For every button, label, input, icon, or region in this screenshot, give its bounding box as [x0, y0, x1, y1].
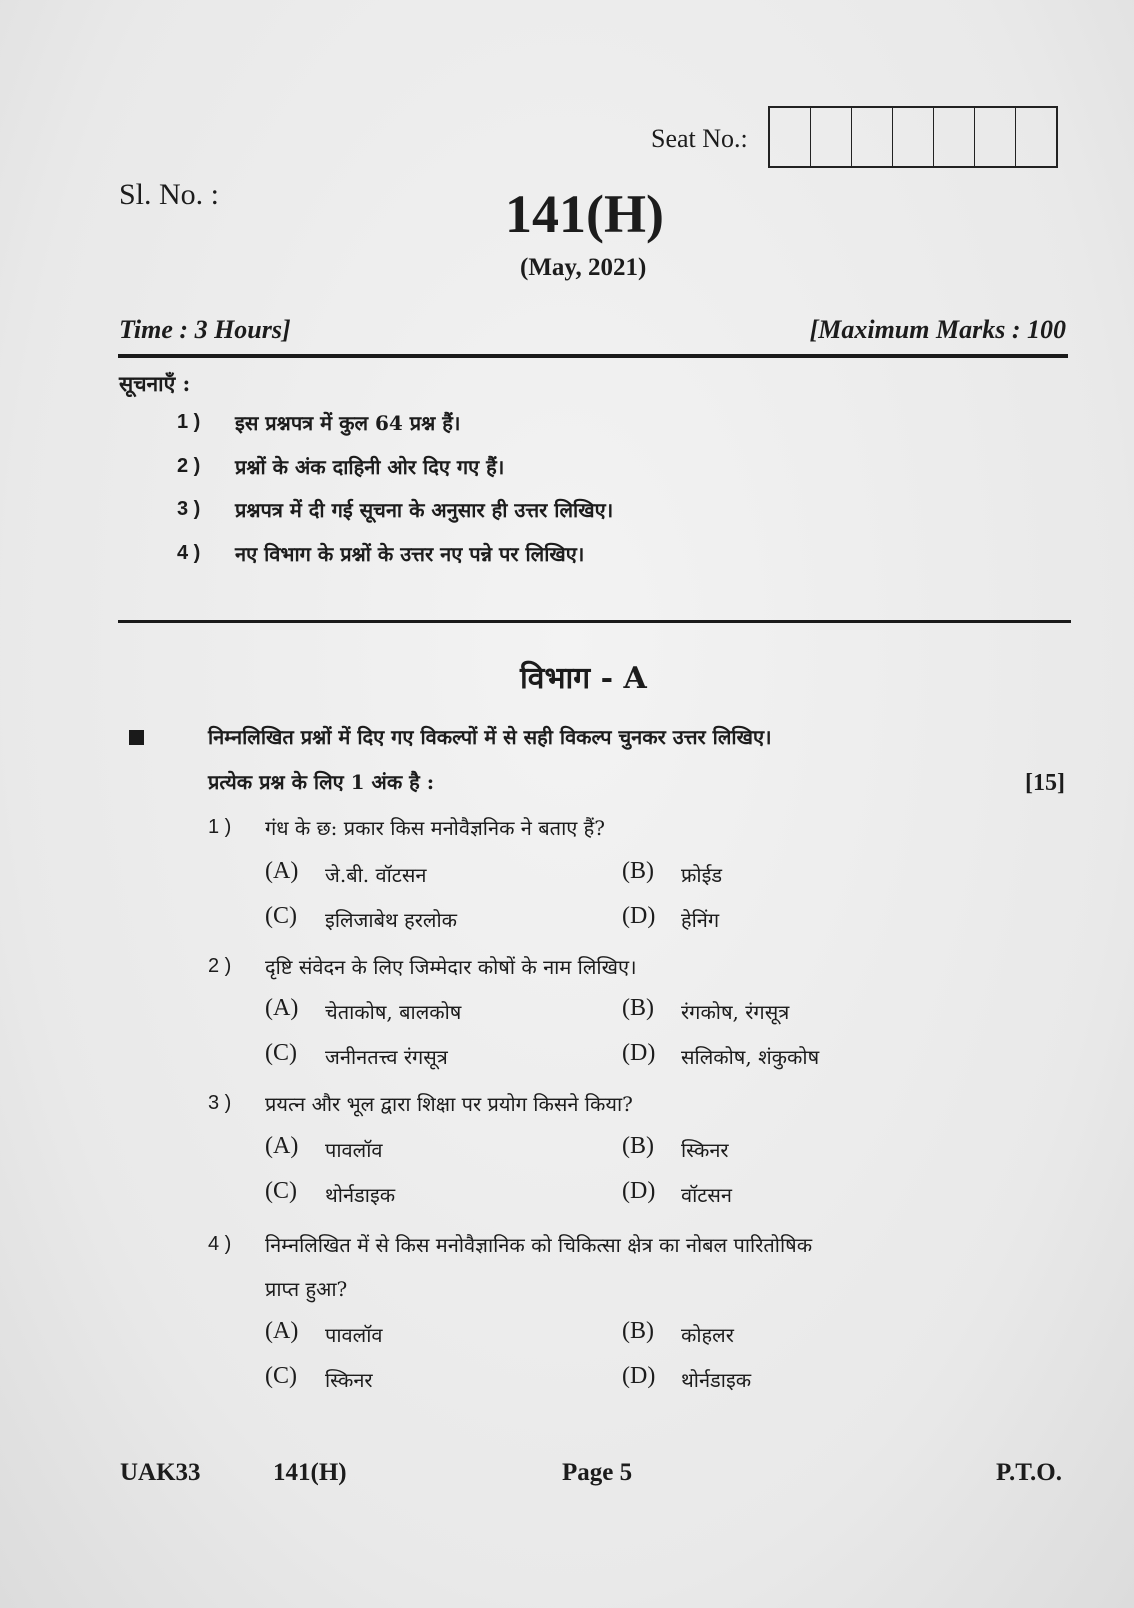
serial-number-label: Sl. No. :: [119, 178, 220, 211]
option-letter: (C): [265, 1178, 297, 1204]
maximum-marks: [Maximum Marks : 100: [809, 315, 1066, 344]
question-text: प्रयत्न और भूल द्वारा शिक्षा पर प्रयोग किसने किया?: [265, 1092, 633, 1116]
section-instruction-marks-note: प्रत्येक प्रश्न के लिए 1 अंक है :: [208, 770, 435, 794]
question-number: 4 ): [208, 1233, 232, 1255]
footer-pto: P.T.O.: [996, 1459, 1062, 1486]
option-text: थोर्नडाइक: [681, 1368, 752, 1392]
option-letter: (D): [622, 903, 656, 929]
option-letter: (A): [265, 1318, 299, 1344]
instruction-number: 4 ): [177, 542, 201, 564]
section-divider: [118, 620, 1071, 623]
seat-digit-box: [1016, 108, 1056, 166]
option-text: रंगकोष, रंगसूत्र: [681, 1000, 790, 1024]
option-letter: (C): [265, 903, 297, 929]
option-letter: (B): [622, 1318, 654, 1344]
option-letter: (A): [265, 995, 299, 1021]
option-text: वॉटसन: [681, 1183, 732, 1207]
footer-series-code: UAK33: [120, 1459, 201, 1486]
option-letter: (A): [265, 858, 299, 884]
option-letter: (B): [622, 858, 654, 884]
seat-number-boxes: [768, 106, 1058, 168]
option-text: कोहलर: [681, 1323, 734, 1347]
seat-digit-box: [975, 108, 1016, 166]
instruction-number: 1 ): [177, 411, 201, 433]
option-letter: (D): [622, 1363, 656, 1389]
instruction-text: नए विभाग के प्रश्नों के उत्तर नए पन्ने पर लिखिए।: [235, 542, 585, 566]
question-number: 3 ): [208, 1092, 232, 1114]
option-letter: (C): [265, 1040, 297, 1066]
option-letter: (C): [265, 1363, 297, 1389]
header-divider: [118, 354, 1068, 358]
section-title: विभाग - A: [520, 661, 647, 696]
paper-code: 141(H): [505, 184, 664, 244]
option-text: सलिकोष, शंकुकोष: [681, 1045, 820, 1069]
footer-paper-code: 141(H): [273, 1459, 347, 1486]
question-text-continued: प्राप्त हुआ?: [265, 1277, 348, 1301]
seat-digit-box: [934, 108, 975, 166]
question-text: दृष्टि संवेदन के लिए जिम्मेदार कोषों के नाम लिखिए।: [265, 955, 637, 979]
option-text: हेनिंग: [681, 908, 720, 932]
question-text: निम्नलिखित में से किस मनोवैज्ञानिक को चिकित्सा क्षेत्र का नोबल पारितोषिक: [265, 1233, 813, 1257]
instruction-number: 2 ): [177, 455, 201, 477]
option-letter: (B): [622, 1133, 654, 1159]
seat-digit-box: [770, 108, 811, 166]
option-text: पावलॉव: [325, 1323, 383, 1347]
option-letter: (B): [622, 995, 654, 1021]
exam-session: (May, 2021): [520, 254, 647, 281]
option-text: चेताकोष, बालकोष: [325, 1000, 462, 1024]
instruction-item: [177, 542, 200, 565]
option-text: स्किनर: [325, 1368, 373, 1392]
instruction-item: [177, 455, 200, 478]
seat-number-label: Seat No.:: [651, 124, 748, 153]
option-text: थोर्नडाइक: [325, 1183, 396, 1207]
option-text: जे.बी. वॉटसन: [325, 863, 427, 887]
section-instruction: निम्नलिखित प्रश्नों में दिए गए विकल्पों में से सही विकल्प चुनकर उत्तर लिखिए।: [208, 725, 772, 749]
option-text: पावलॉव: [325, 1138, 383, 1162]
question-number: 2 ): [208, 955, 232, 977]
instruction-text: प्रश्नपत्र में दी गई सूचना के अनुसार ही उत्तर लिखिए।: [235, 498, 614, 522]
seat-digit-box: [893, 108, 934, 166]
footer-page-number: Page 5: [562, 1459, 633, 1486]
seat-digit-box: [811, 108, 852, 166]
seat-digit-box: [852, 108, 893, 166]
option-letter: (D): [622, 1040, 656, 1066]
instruction-number: 3 ): [177, 498, 201, 520]
instruction-item: [177, 411, 200, 434]
option-text: इलिजाबेथ हरलोक: [325, 908, 458, 932]
exam-duration: Time : 3 Hours]: [119, 315, 291, 344]
instruction-text: इस प्रश्नपत्र में कुल 64 प्रश्न हैं।: [235, 411, 461, 435]
section-marks: [15]: [1025, 770, 1065, 796]
option-letter: (D): [622, 1178, 656, 1204]
option-letter: (A): [265, 1133, 299, 1159]
question-text: गंध के छ: प्रकार किस मनोवैज्ञनिक ने बताए हैं?: [265, 816, 606, 840]
option-text: स्किनर: [681, 1138, 729, 1162]
option-text: जनीनतत्त्व रंगसूत्र: [325, 1045, 448, 1069]
instructions-heading: सूचनाएँ :: [119, 371, 191, 396]
question-number: 1 ): [208, 816, 232, 838]
bullet-square-icon: [129, 730, 144, 745]
instruction-item: [177, 498, 200, 521]
option-text: फ्रोईड: [681, 863, 723, 887]
instruction-text: प्रश्नों के अंक दाहिनी ओर दिए गए हैं।: [235, 455, 505, 479]
